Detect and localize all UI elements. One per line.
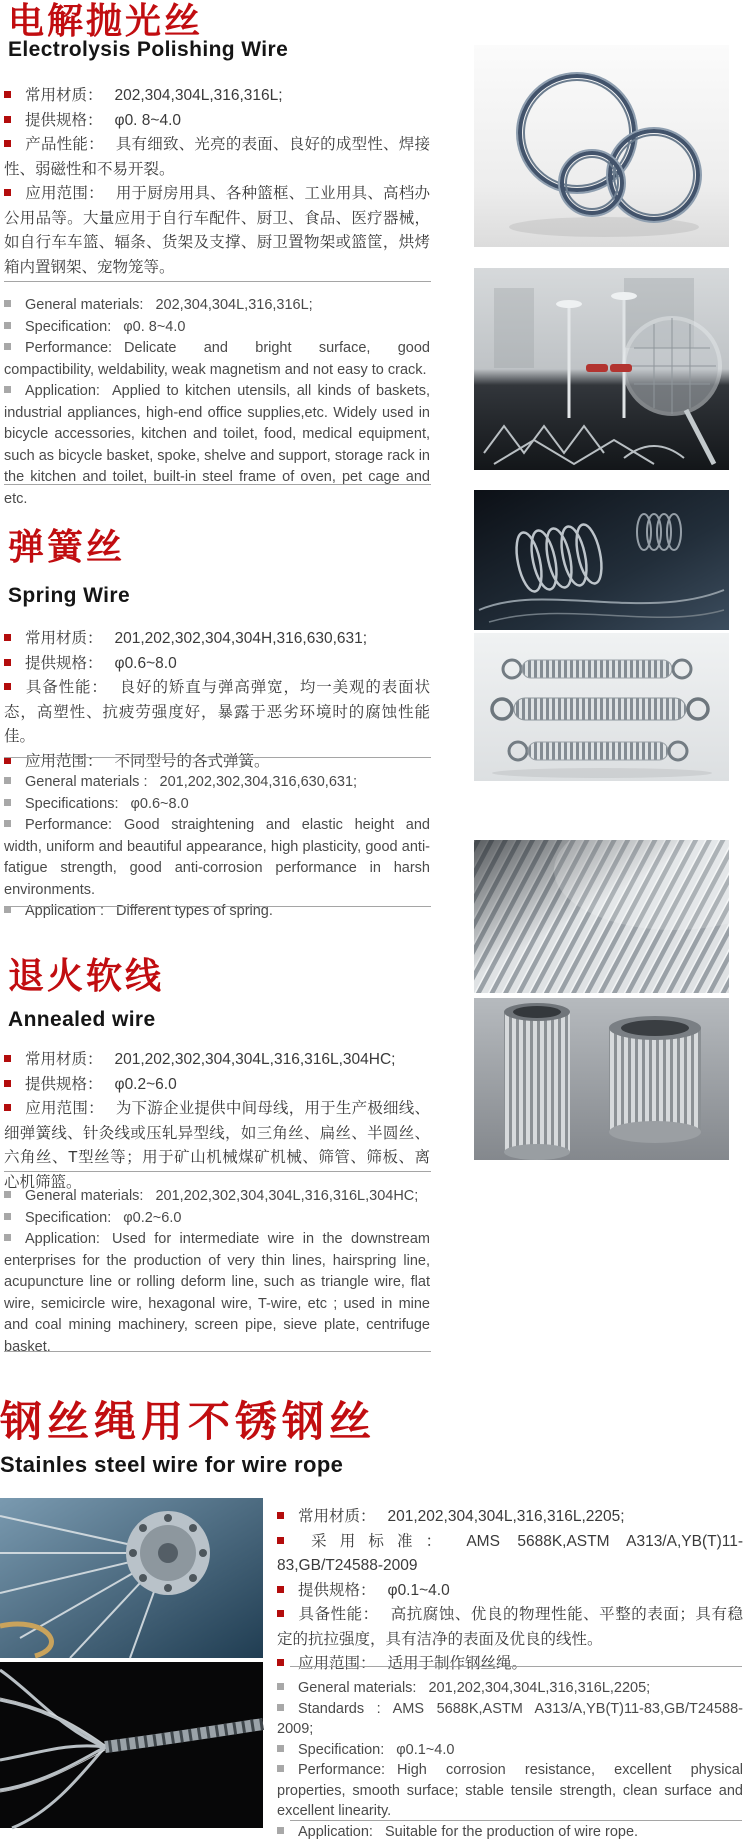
list-item [4,317,430,339]
bullet-icon [4,116,11,123]
list-item [277,1678,743,1699]
list-item [4,381,430,510]
field-value: 201,202,302,304,304L,316,316L,304HC; [115,1051,396,1068]
list-item [4,1208,430,1230]
list-item [277,1822,743,1842]
field-value: 201,202,302,304,316,630,631; [160,774,358,790]
list-item [277,1579,743,1604]
bullet-icon [4,189,11,196]
field-label: General materials: [25,297,143,313]
bullet-icon [4,91,11,98]
bullet-icon [4,1104,11,1111]
field-label: 常用材质： [298,1508,376,1525]
field-label: Specification: [25,1210,111,1226]
field-value: φ0.2~6.0 [115,1076,177,1093]
bullet-icon [4,906,11,913]
bullet-icon [4,140,11,147]
bullet-icon [277,1827,284,1834]
section2-chinese-specs [4,627,430,774]
bullet-icon [277,1610,284,1617]
bullet-icon [277,1586,284,1593]
field-value: 具有细致、光亮的表面、良好的成型性、焊接性、弱磁性和不易开裂。 [4,136,430,178]
list-item [4,815,430,901]
field-label: Performance: [25,340,112,356]
bullet-icon [4,343,11,350]
bullet-icon [4,322,11,329]
section1-title-zh: 电解抛光丝 [8,2,203,40]
field-label: Standards : [298,1701,381,1717]
list-item [4,295,430,317]
field-label: Specification: [25,319,111,335]
list-item [4,182,430,280]
field-label: Performance: [298,1762,385,1778]
bullet-icon [4,659,11,666]
divider [4,757,431,758]
photo-kitchen-utensils [474,268,729,470]
field-label: Performance: [25,817,112,833]
list-item [4,794,430,816]
field-value: Used for intermediate wire in the downstream enterprises for the production of very thin lines, hairspring line, acupuncture line or rolling deform line, such as triangle wire, flat wire, semicircle wire, hexagonal wire, T-wire, etc ; used in mine and coal mining machinery, screen pipe, sieve plate, centrifuge basket. [4,1231,430,1355]
field-label: General materials : [25,774,148,790]
field-label: 应用范围： [25,753,103,770]
field-value: φ0.6~8.0 [115,655,177,672]
bullet-icon [4,1055,11,1062]
list-item [277,1603,743,1652]
bullet-icon [4,300,11,307]
photo-spring-wire-dark [474,490,729,630]
field-label: 提供规格： [25,1076,103,1093]
field-label: Application : [25,903,104,919]
bullet-icon [4,1080,11,1087]
field-label: 应用范围： [25,1100,104,1117]
section1-chinese-specs [4,84,430,280]
divider [4,281,431,282]
list-item [4,84,430,109]
list-item [4,772,430,794]
field-value: 适用于制作钢丝绳。 [388,1655,528,1672]
section2-english-specs [4,772,430,923]
bullet-icon [4,634,11,641]
field-label: 提供规格： [25,112,103,129]
section2-title-zh: 弹簧丝 [8,528,125,566]
bullet-icon [277,1659,284,1666]
field-value: Suitable for the production of wire rope. [385,1824,638,1840]
bullet-icon [4,777,11,784]
field-value: AMS 5688K,ASTM A313/A,YB(T)11-83,GB/T24588-2009 [277,1533,743,1575]
list-item [4,901,430,923]
field-value: 为下游企业提供中间母线，用于生产极细线、细弹簧线、针灸线或压轧异型线，如三角丝、扁丝、半圆丝、六角丝、T型丝等；用于矿山机械煤矿机械、筛管、筛板、离心机筛篮。 [4,1100,430,1191]
divider [290,1820,742,1821]
field-value: 201,202,302,304,304H,316,630,631; [115,630,368,647]
list-item [4,627,430,652]
field-value: φ0. 8~4.0 [123,319,185,335]
bullet-icon [4,1213,11,1220]
divider [4,906,431,907]
list-item [4,652,430,677]
list-item [277,1530,743,1579]
field-value: 不同型号的各式弹簧。 [115,753,270,770]
field-label: General materials: [25,1188,143,1204]
bullet-icon [4,683,11,690]
field-label: 具备性能： [25,679,108,696]
field-label: Application: [298,1824,373,1840]
field-value: 201,202,304,304L,316,316L,2205; [428,1680,650,1696]
bullet-icon [4,386,11,393]
field-value: φ0.2~6.0 [123,1210,181,1226]
field-value: 202,304,304L,316,316L; [115,87,283,104]
bullet-icon [277,1704,284,1711]
list-item [277,1760,743,1822]
section4-english-specs [277,1678,743,1842]
field-value: 高抗腐蚀、优良的物理性能、平整的表面；具有稳定的抗拉强度，具有洁净的表面及优良的线性。 [277,1606,743,1648]
list-item [4,1073,430,1098]
field-value: High corrosion resistance, excellent physical properties, smooth surface; stable tensile strength, clean surface and excellent linearity. [277,1762,743,1819]
section3-english-specs [4,1186,430,1358]
divider [290,1666,742,1667]
section1-title-en: Electrolysis Polishing Wire [8,38,288,62]
divider [4,1351,431,1352]
field-value: Different types of spring. [116,903,273,919]
list-item [4,338,430,381]
photo-stranding-machine [0,1498,263,1658]
field-label: 应用范围： [25,185,104,202]
list-item [4,1229,430,1358]
field-label: 常用材质： [25,87,103,104]
field-value: Good straightening and elastic height and width, uniform and beautiful appearance, high plasticity, good anti-fatigue strength, good anti-corrosion performance in harsh environments. [4,817,430,898]
list-item [277,1699,743,1740]
field-value: 用于厨房用具、各种篮框、工业用具、高档办公用品等。大量应用于自行车配件、厨卫、食品、医疗器械，如自行车车篮、辐条、货架及支撑、厨卫置物架或篮筐，烘烤箱内置钢架、宠物笼等。 [4,185,430,276]
bullet-icon [277,1537,284,1544]
field-label: Specification: [298,1742,384,1758]
photo-screen-pipes [474,998,729,1160]
field-label: 提供规格： [298,1582,376,1599]
section3-title-zh: 退火软线 [8,957,164,995]
section4-title-zh: 钢丝绳用不锈钢丝 [0,1400,376,1444]
section2-title-en: Spring Wire [8,584,130,608]
field-value: φ0. 8~4.0 [115,112,182,129]
field-value: 201,202,302,304,304L,316,316L,304HC; [155,1188,418,1204]
list-item [277,1505,743,1530]
field-value: φ0.1~4.0 [388,1582,450,1599]
section4-chinese-specs [277,1505,743,1677]
divider [4,1171,431,1172]
list-item [4,133,430,182]
bullet-icon [4,820,11,827]
field-value: 良好的矫直与弹高弹宽，均一美观的表面状态，高塑性、抗疲劳强度好，暴露于恶劣环境时的腐蚀性能佳。 [4,679,430,745]
field-value: AMS 5688K,ASTM A313/A,YB(T)11-83,GB/T24588-2009; [277,1701,743,1738]
list-item [277,1740,743,1761]
divider [4,484,431,485]
bullet-icon [277,1765,284,1772]
field-value: 201,202,304,304L,316,316L,2205; [388,1508,625,1525]
section3-chinese-specs [4,1048,430,1195]
field-label: Application: [25,383,100,399]
bullet-icon [4,1191,11,1198]
list-item [4,1097,430,1195]
field-label: 提供规格： [25,655,103,672]
field-value: 202,304,304L,316,316L; [155,297,312,313]
field-value: Applied to kitchen utensils, all kinds of baskets, industrial appliances, high-end office supplies,etc. Widely used in bicycle accessories, kitchen and toilet, food, medical equipment, such as bicycle basket, spoke, shelve and support, storage rack in the kitchen and toilet, built-in steel frame of oven, pet cage and etc. [4,383,430,507]
field-label: 常用材质： [25,1051,103,1068]
field-label: 具备性能： [298,1606,379,1623]
field-value: φ0.6~8.0 [131,796,189,812]
list-item [4,676,430,750]
photo-annealed-wire-coil [474,840,729,993]
bullet-icon [4,799,11,806]
list-item [4,750,430,775]
field-label: 常用材质： [25,630,103,647]
bullet-icon [277,1512,284,1519]
field-label: Specifications: [25,796,119,812]
bullet-icon [277,1745,284,1752]
field-value: φ0.1~4.0 [396,1742,454,1758]
bullet-icon [277,1683,284,1690]
photo-polishing-wire-coils [474,45,729,247]
field-label: 采用标准： [298,1533,454,1550]
list-item [4,109,430,134]
photo-extension-springs [474,633,729,781]
bullet-icon [4,1234,11,1241]
field-label: Application: [25,1231,100,1247]
list-item [4,1186,430,1208]
field-value: Delicate and bright surface, good compactibility, weldability, weak magnetism and not easy to crack. [4,340,430,378]
photo-wire-rope-strands [0,1662,263,1828]
field-label: General materials: [298,1680,416,1696]
section4-title-en: Stainles steel wire for wire rope [0,1452,343,1478]
list-item [277,1652,743,1677]
field-label: 应用范围： [298,1655,376,1672]
section3-title-en: Annealed wire [8,1008,156,1032]
section1-english-specs [4,295,430,510]
field-label: 产品性能： [25,136,104,153]
list-item [4,1048,430,1073]
